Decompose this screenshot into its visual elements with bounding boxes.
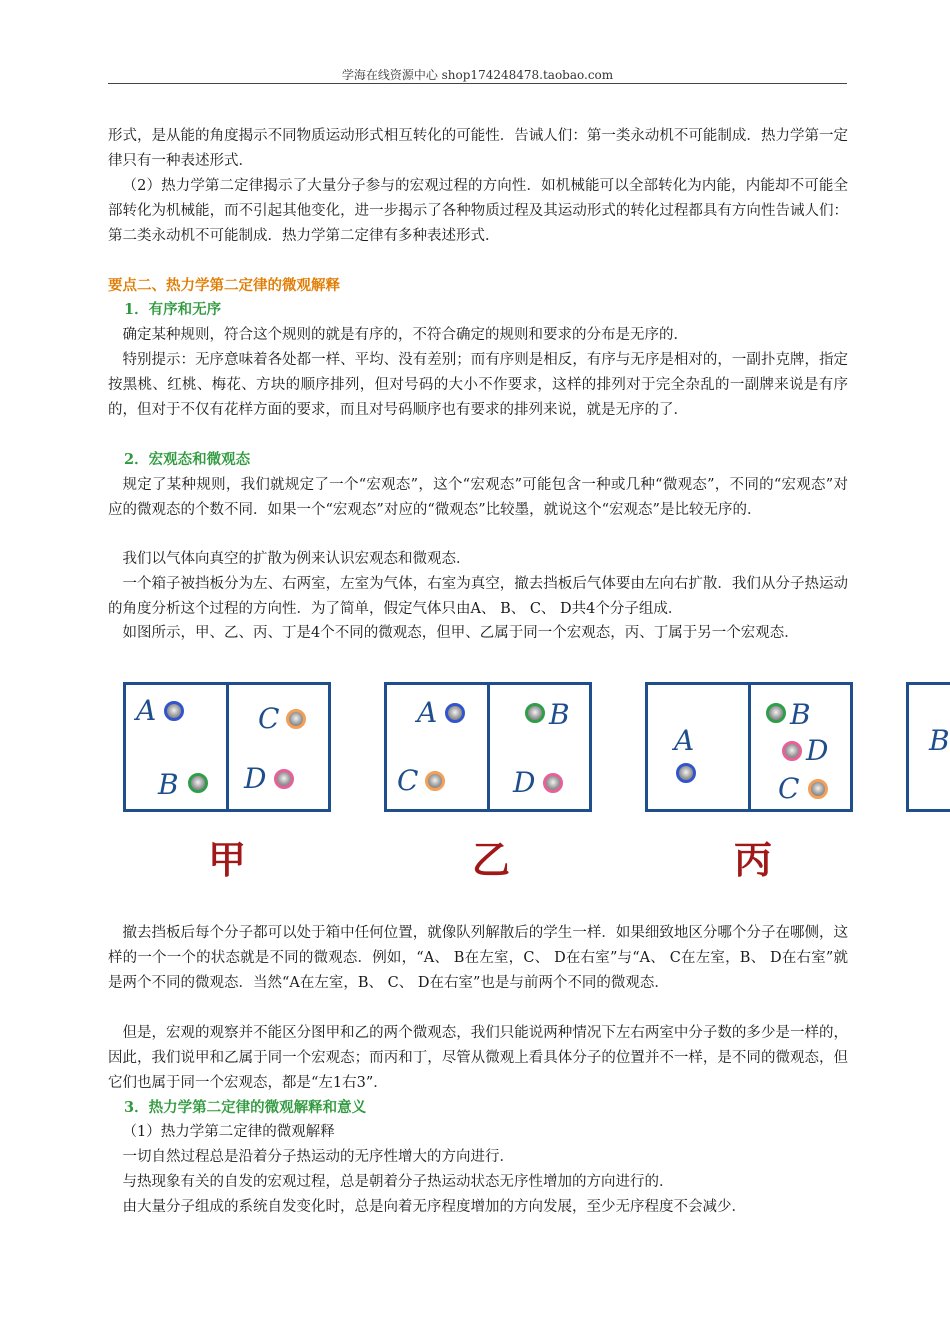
- molecule-B: [525, 703, 545, 723]
- label-B: B: [549, 698, 570, 731]
- caption-jia: 甲: [208, 837, 247, 882]
- box-partition: [748, 685, 751, 809]
- label-B: B: [929, 724, 950, 757]
- law-paragraph-2: 一切自然过程总是沿着分子热运动的无序性增大的方向进行．: [122, 1149, 514, 1165]
- molecule-D: [543, 773, 563, 793]
- label-B: B: [790, 698, 811, 731]
- subheading-states: 2．宏观态和微观态: [124, 451, 251, 468]
- molecule-C: [425, 771, 445, 791]
- caption-bing: 丙: [734, 837, 773, 882]
- page-header: 学海在线资源中心 shop174248478.taobao.com: [341, 68, 614, 82]
- box-partition: [226, 685, 229, 809]
- intro-paragraph-1: 形式，是从能的角度揭示不同物质运动形式相互转化的可能性．告诫人们：第一类永动机不可能制成．热力学第一定律只有一种表述形式．: [108, 128, 848, 169]
- states-paragraph-6: 但是，宏观的观察并不能区分图甲和乙的两个微观态，我们只能说两种情况下左右两室中分子数的多少是一样的，因此，我们说甲和乙属于同一个宏观态；而丙和丁，尽管从微观上看具体分子的位置并不一样，是不同的微观态，但它们也属于同一个宏观态，都是“左1右3”．: [108, 1025, 848, 1091]
- molecule-C: [808, 779, 828, 799]
- molecule-B: [188, 773, 208, 793]
- intro-paragraph-2: （2）热力学第二定律揭示了大量分子参与的宏观过程的方向性．如机械能可以全部转化为内能，内能却不可能全部转化为机械能，而不引起其他变化，进一步揭示了各种物质过程及其运动形式的转化过程都具有方向性告诫人们：第二类永动机不可能制成．热力学第二定律有多种表述形式．: [108, 178, 848, 244]
- box-partition: [487, 685, 490, 809]
- order-paragraph-2: 特别提示：无序意味着各处都一样、平均、没有差别；而有序则是相反，有序与无序是相对的，一副扑克牌，指定按黑桃、红桃、梅花、方块的顺序排列，但对号码的大小不作要求，这样的排列对于完全杂乱的一副牌来说是有序的，但对于不仅有花样方面的要求，而且对号码顺序也有要求的排列来说，就是无序的了．: [108, 352, 848, 418]
- law-paragraph-1: （1）热力学第二定律的微观解释: [122, 1124, 335, 1140]
- molecule-D: [274, 769, 294, 789]
- molecule-B: [766, 703, 786, 723]
- label-D: D: [244, 762, 267, 795]
- label-A: A: [417, 696, 438, 729]
- molecule-A: [676, 763, 696, 783]
- states-paragraph-3: 一个箱子被挡板分为左、右两室，左室为气体，右室为真空，撤去挡板后气体要由左向右扩散．我们从分子热运动的角度分析这个过程的方向性．为了简单，假定气体只由A、 B、 C、 D共4个分子组成．: [108, 576, 848, 617]
- label-D: D: [513, 766, 536, 799]
- label-D: D: [806, 734, 829, 767]
- states-paragraph-4: 如图所示，甲、乙、丙、丁是4个不同的微观态，但甲、乙属于同一个宏观态，丙、丁属于另一个宏观态．: [122, 625, 799, 641]
- order-paragraph-1: 确定某种规则，符合这个规则的就是有序的，不符合确定的规则和要求的分布是无序的．: [122, 327, 688, 343]
- label-C: C: [778, 772, 800, 805]
- label-C: C: [258, 702, 280, 735]
- law-paragraph-3: 与热现象有关的自发的宏观过程，总是朝着分子热运动状态无序性增加的方向进行的．: [122, 1174, 674, 1190]
- box-jia: [123, 682, 331, 812]
- label-C: C: [397, 764, 419, 797]
- caption-yi: 乙: [472, 837, 511, 882]
- molecule-C: [286, 709, 306, 729]
- microstate-figure: [0, 672, 950, 882]
- subheading-order: 1．有序和无序: [124, 301, 222, 318]
- section-heading: 要点二、热力学第二定律的微观解释: [108, 277, 340, 294]
- label-B: B: [158, 768, 179, 801]
- box-ding: [906, 682, 950, 812]
- subheading-second-law: 3．热力学第二定律的微观解释和意义: [124, 1099, 367, 1116]
- molecule-D: [782, 741, 802, 761]
- law-paragraph-4: 由大量分子组成的系统自发变化时，总是向着无序程度增加的方向发展，至少无序程度不会减少．: [122, 1199, 746, 1215]
- states-paragraph-5: 撤去挡板后每个分子都可以处于箱中任何位置，就像队列解散后的学生一样．如果细致地区分哪个分子在哪侧，这样的一个一个的状态就是不同的微观态．例如，“A、 B在左室，C、 D在右室”与“A、 C在左室，B、 D在右室”就是两个不同的微观态．当然“A在左室，B、 C、 D在右室”也是与前两个不同的微观态．: [108, 925, 848, 991]
- label-A: A: [136, 694, 157, 727]
- box-yi: [384, 682, 592, 812]
- states-paragraph-1: 规定了某种规则，我们就规定了一个“宏观态”，这个“宏观态”可能包含一种或几种“微观态”，不同的“宏观态”对应的微观态的个数不同．如果一个“宏观态”对应的“微观态”比较墨，就说这个“宏观态”是比较无序的．: [108, 477, 848, 518]
- header-rule: [108, 83, 847, 84]
- box-bing: [645, 682, 853, 812]
- molecule-A: [445, 703, 465, 723]
- label-A: A: [674, 724, 695, 757]
- states-paragraph-2: 我们以气体向真空的扩散为例来认识宏观态和微观态．: [122, 551, 471, 567]
- molecule-A: [164, 701, 184, 721]
